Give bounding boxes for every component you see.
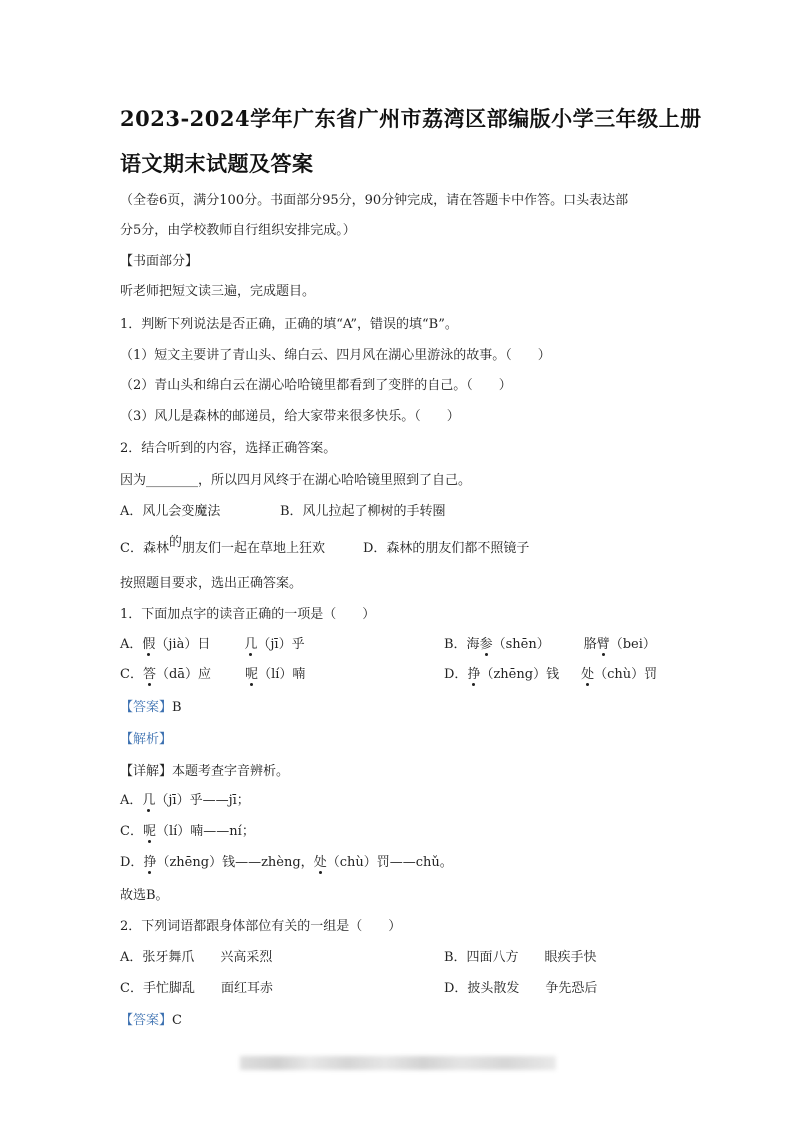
exam-intro-line-2: 分5分，由学校教师自行组织安排完成。） xyxy=(120,223,356,238)
listening-question-1-item-3: （3）风儿是森林的邮递员，给大家带来很多快乐。（ ） xyxy=(120,409,460,424)
dotted-char: 答 xyxy=(142,667,156,682)
listening-option-b: B．风儿拉起了柳树的手转圈 xyxy=(280,504,446,519)
listening-question-1-item-2: （2）青山头和绵白云在湖心哈哈镜里都看到了变胖的自己。（ ） xyxy=(120,378,512,393)
question-1-answer xyxy=(120,696,182,715)
detail-tag: 【详解】 xyxy=(120,764,173,779)
answer-tag: 【答案】 xyxy=(120,700,173,715)
listening-option-c-raised-char: 的 xyxy=(168,535,182,550)
question-1-option-b xyxy=(444,633,656,652)
dotted-char: 处 xyxy=(581,667,595,682)
pinyin-text: （jià）日 xyxy=(155,637,211,652)
detail-text: 本题考查字音辨析。 xyxy=(172,764,290,779)
dotted-char: 假 xyxy=(142,637,156,652)
pinyin-text: （shēn） xyxy=(492,637,550,652)
dotted-char: 呢 xyxy=(142,824,156,839)
listening-option-d: D．森林的朋友们都不照镜子 xyxy=(363,541,530,556)
pinyin-text: （bei） xyxy=(609,637,656,652)
listening-option-c-suffix: 朋友们一起在草地上狂欢 xyxy=(181,541,325,556)
blurred-footer-watermark xyxy=(240,1056,556,1070)
answer-tag: 【答案】 xyxy=(120,1013,173,1028)
explanation-text: （jī）乎——jī； xyxy=(155,793,250,808)
explanation-label: D． xyxy=(120,855,144,870)
choose-instruction: 按照题目要求，选出正确答案。 xyxy=(120,576,303,591)
pinyin-text: （lí）喃 xyxy=(258,667,306,682)
plain-char: 胳 xyxy=(583,637,597,652)
question-2-stem: 2．下列词语都跟身体部位有关的一组是（ ） xyxy=(120,919,402,934)
listening-option-c-prefix: C．森林 xyxy=(120,541,169,556)
option-b-label: B．海 xyxy=(444,637,480,652)
pinyin-text: （zhēng）钱 xyxy=(480,667,560,682)
listening-instruction: 听老师把短文读三遍，完成题目。 xyxy=(120,284,316,299)
question-1-stem: 1．下面加点字的读音正确的一项是（ ） xyxy=(120,607,376,622)
dotted-char: 几 xyxy=(244,637,258,652)
option-a-label: A． xyxy=(120,637,143,652)
document-title-line-2: 语文期末试题及答案 xyxy=(120,151,314,176)
document-title-line-1: 2023-2024学年广东省广州市荔湾区部编版小学三年级上册 xyxy=(120,106,702,131)
question-1-option-a xyxy=(120,633,305,652)
question-2-option-a: A．张牙舞爪 兴高采烈 xyxy=(120,950,273,965)
question-1-analysis-tag: 【解析】 xyxy=(120,732,173,747)
listening-question-1-item-1: （1）短文主要讲了青山头、绵白云、四月风在湖心里游泳的故事。（ ） xyxy=(120,348,551,363)
option-c-label: C． xyxy=(120,667,143,682)
dotted-char: 挣 xyxy=(143,855,157,870)
dotted-char: 参 xyxy=(479,637,493,652)
question-2-option-d: D．披头散发 争先恐后 xyxy=(444,981,598,996)
question-1-option-c xyxy=(120,663,305,682)
explanation-text: （chù）罚——chǔ。 xyxy=(326,855,453,870)
pinyin-text: （chù）罚 xyxy=(594,667,658,682)
explanation-line-a xyxy=(120,789,250,808)
question-1-conclusion: 故选B。 xyxy=(120,888,169,903)
listening-option-a: A．风儿会变魔法 xyxy=(120,504,221,519)
question-1-detail xyxy=(120,760,289,779)
listening-question-2: 2．结合听到的内容，选择正确答案。 xyxy=(120,441,337,456)
listening-question-1: 1．判断下列说法是否正确，正确的填“A”，错误的填“B”。 xyxy=(120,317,458,332)
dotted-char: 挣 xyxy=(467,667,481,682)
question-2-option-b: B．四面八方 眼疾手快 xyxy=(444,950,597,965)
question-1-option-d xyxy=(444,663,657,682)
dotted-char: 呢 xyxy=(245,667,259,682)
answer-value: B xyxy=(172,700,182,715)
question-2-answer xyxy=(120,1009,182,1028)
dotted-char: 几 xyxy=(142,793,156,808)
option-d-label: D． xyxy=(444,667,468,682)
explanation-text: （lí）喃——ní； xyxy=(155,824,255,839)
dotted-char: 臂 xyxy=(596,637,610,652)
dotted-char: 处 xyxy=(313,855,327,870)
explanation-line-c xyxy=(120,820,255,839)
explanation-text: （zhēng）钱——zhèng， xyxy=(156,855,314,870)
listening-option-c xyxy=(120,537,325,556)
pinyin-text: （jī）乎 xyxy=(257,637,305,652)
answer-value: C xyxy=(172,1013,182,1028)
section-heading-written: 【书面部分】 xyxy=(120,254,199,269)
listening-question-2-stem: 因为________，所以四月风终于在湖心哈哈镜里照到了自己。 xyxy=(120,473,472,488)
question-2-option-c: C．手忙脚乱 面红耳赤 xyxy=(120,981,273,996)
explanation-line-d xyxy=(120,851,453,870)
explanation-label: A． xyxy=(120,793,143,808)
pinyin-text: （dā）应 xyxy=(155,667,212,682)
explanation-label: C． xyxy=(120,824,143,839)
exam-intro-line-1: （全卷6页，满分100分。书面部分95分，90分钟完成，请在答题卡中作答。口头表达部 xyxy=(120,193,629,208)
